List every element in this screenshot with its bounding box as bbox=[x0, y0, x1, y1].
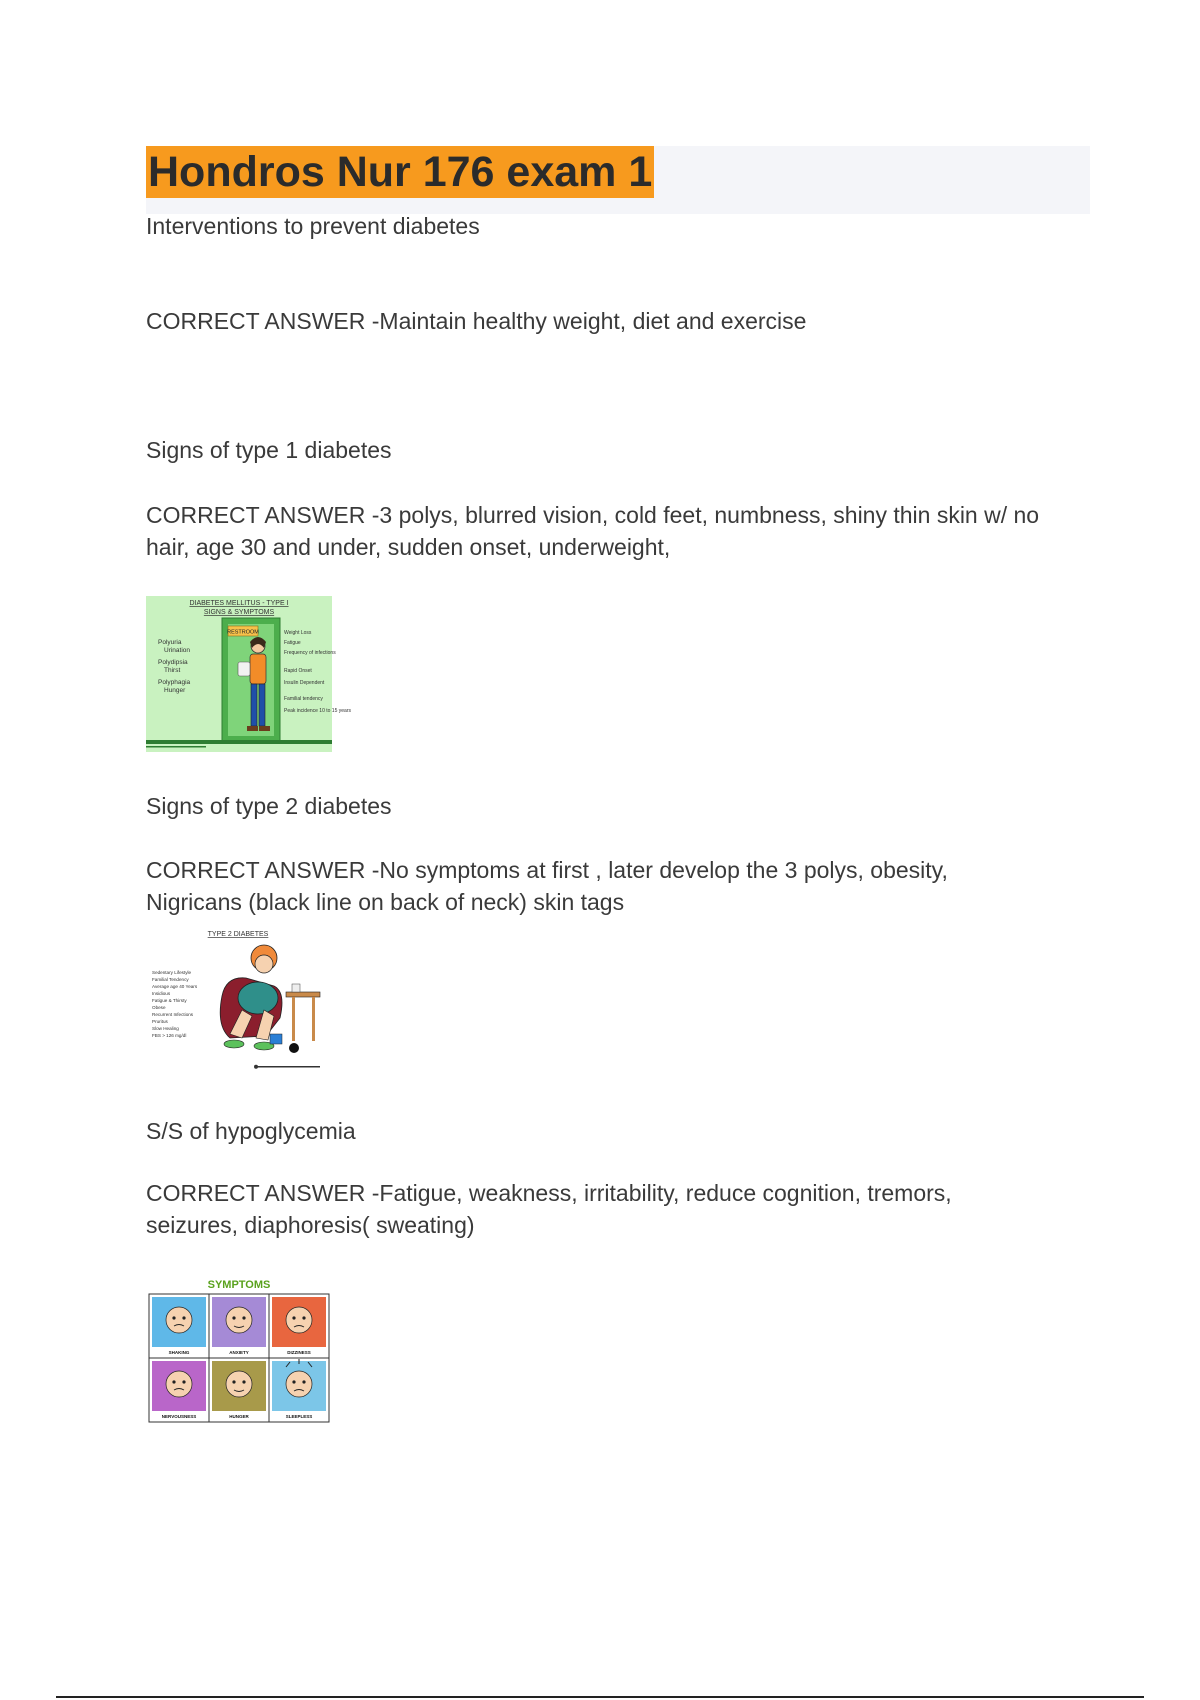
fig2-list-item: Slow Healing bbox=[152, 1026, 179, 1031]
fig1-left-item: Thirst bbox=[164, 667, 181, 674]
type1-diabetes-figure bbox=[146, 596, 351, 752]
fig1-left-item: Polyuria bbox=[158, 639, 182, 646]
document-title: Hondros Nur 176 exam 1 bbox=[148, 148, 653, 196]
fig3-panel-label: HUNGER bbox=[229, 1414, 249, 1419]
fig3-panel-label: SHAKING bbox=[168, 1350, 190, 1355]
fig1-right-item: Frequency of infections bbox=[284, 650, 336, 656]
type2-diabetes-figure bbox=[146, 926, 332, 1076]
fig2-list-item: Obese bbox=[152, 1005, 166, 1010]
page-bottom-rule bbox=[56, 1696, 1144, 1698]
answer-1: CORRECT ANSWER -Maintain healthy weight, diet and exercise bbox=[146, 308, 807, 334]
hypoglycemia-symptoms-figure bbox=[146, 1276, 332, 1426]
fig2-list-item: Pruritus bbox=[152, 1019, 168, 1024]
question-2: Signs of type 1 diabetes bbox=[146, 437, 392, 463]
fig1-left-item: Polydipsia bbox=[158, 659, 188, 666]
answer-2-line-2: hair, age 30 and under, sudden onset, underweight, bbox=[146, 534, 671, 560]
fig2-list-item: Insidious bbox=[152, 991, 171, 996]
question-3: Signs of type 2 diabetes bbox=[146, 793, 392, 819]
fig2-heading: TYPE 2 DIABETES bbox=[207, 931, 269, 938]
fig2-list-item: Average age 40 Years bbox=[152, 984, 198, 989]
fig2-list-item: FBS > 126 mg/dl bbox=[152, 1033, 187, 1038]
answer-3-line-1: CORRECT ANSWER -No symptoms at first , later develop the 3 polys, obesity, bbox=[146, 857, 948, 883]
fig1-left-item: Urination bbox=[164, 647, 191, 654]
fig3-panel-label: NERVOUSNESS bbox=[161, 1414, 197, 1419]
fig1-left-item: Polyphagia bbox=[158, 679, 191, 686]
fig3-panel-label: ANXIETY bbox=[229, 1350, 249, 1355]
fig1-left-item: Hunger bbox=[164, 687, 186, 694]
fig2-list-item: Fatigue & Thirsty bbox=[152, 998, 187, 1003]
fig2-list-item: Recurrent Infections bbox=[152, 1012, 194, 1017]
answer-3-line-2: Nigricans (black line on back of neck) skin tags bbox=[146, 889, 625, 915]
fig1-right-item: Rapid Onset bbox=[284, 668, 312, 674]
fig1-subheading: SIGNS & SYMPTOMS bbox=[203, 609, 275, 616]
answer-2-line-1: CORRECT ANSWER -3 polys, blurred vision, cold feet, numbness, shiny thin skin w/ no bbox=[146, 502, 1040, 528]
question-4: S/S of hypoglycemia bbox=[146, 1118, 356, 1144]
fig3-panel-label: DIZZINESS bbox=[287, 1350, 311, 1355]
fig1-door-sign: RESTROOM bbox=[227, 629, 259, 636]
answer-4-line-2: seizures, diaphoresis( sweating) bbox=[146, 1212, 475, 1238]
fig2-list-item: Sedentary Lifestyle bbox=[152, 970, 192, 975]
fig1-right-item: Insulin Dependent bbox=[284, 680, 325, 686]
fig1-right-item: Weight Loss bbox=[284, 630, 312, 636]
fig1-right-item: Familial tendency bbox=[284, 696, 323, 702]
fig1-heading: DIABETES MELLITUS - TYPE I bbox=[189, 600, 289, 607]
question-1: Interventions to prevent diabetes bbox=[146, 213, 480, 239]
fig1-right-item: Peak incidence 10 to 15 years bbox=[284, 708, 351, 714]
fig3-heading: SYMPTOMS bbox=[207, 1279, 271, 1291]
fig2-list-item: Familial Tendency bbox=[152, 977, 189, 982]
fig3-panel-label: SLEEPLESS bbox=[285, 1414, 313, 1419]
fig1-right-item: Fatigue bbox=[284, 640, 301, 646]
answer-4-line-1: CORRECT ANSWER -Fatigue, weakness, irritability, reduce cognition, tremors, bbox=[146, 1180, 952, 1206]
